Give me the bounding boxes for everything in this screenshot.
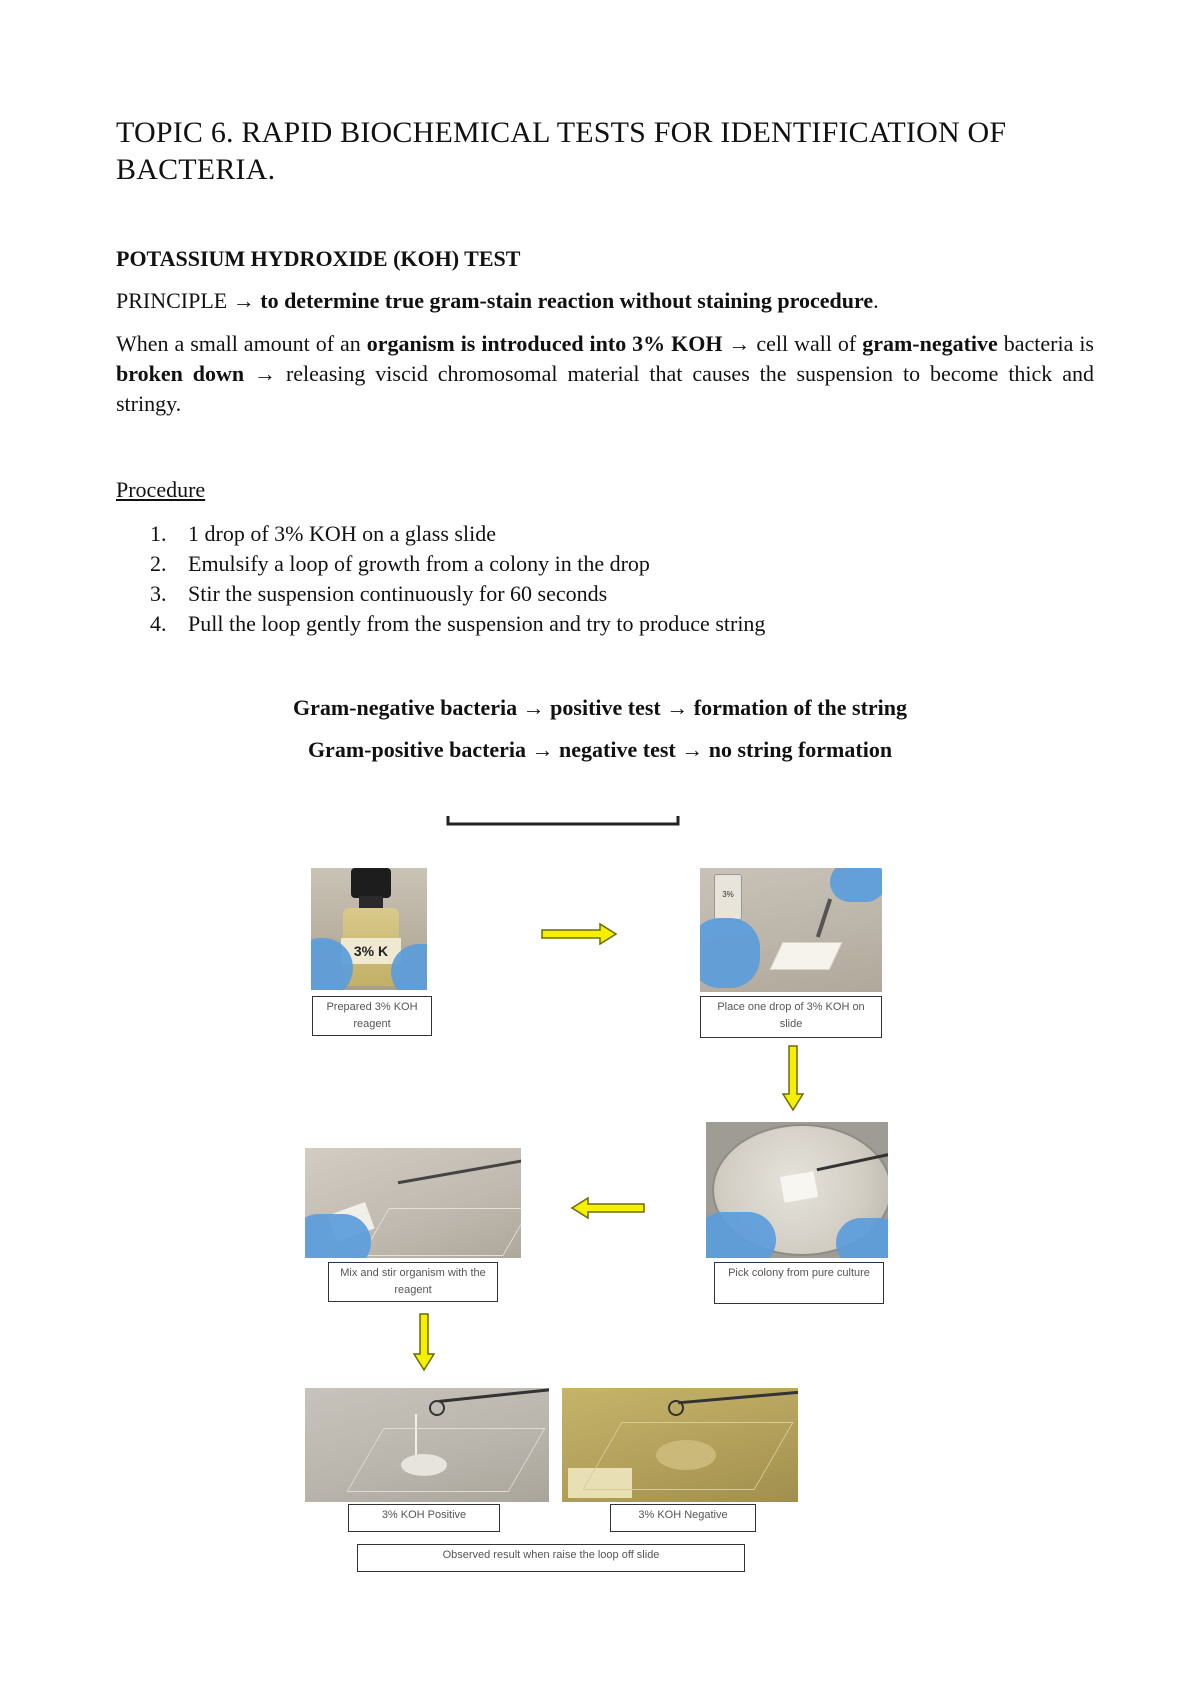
arrow-right-icon bbox=[540, 922, 620, 946]
arrow-left-icon bbox=[568, 1196, 648, 1220]
step-number: 3. bbox=[150, 581, 167, 606]
glove-icon bbox=[305, 1214, 371, 1258]
caption-negative: 3% KOH Negative bbox=[610, 1504, 756, 1532]
bracket-line bbox=[446, 814, 682, 828]
principle-period: . bbox=[873, 288, 879, 313]
photo-koh-positive bbox=[305, 1388, 549, 1502]
bottle-label: 3% K bbox=[341, 938, 401, 964]
inoculating-loop-icon bbox=[678, 1391, 798, 1405]
slide-icon bbox=[769, 942, 842, 970]
desc-text-3: bacteria is bbox=[997, 331, 1094, 356]
principle-text: to determine true gram-stain reaction without staining procedure bbox=[260, 288, 874, 313]
caption-observed: Observed result when raise the loop off slide bbox=[357, 1544, 745, 1572]
procedure-step bbox=[150, 519, 765, 549]
principle-label: PRINCIPLE bbox=[116, 288, 228, 313]
bottle-cap-icon bbox=[351, 868, 391, 898]
description-paragraph bbox=[116, 329, 1094, 419]
caption-pick-colony: Pick colony from pure culture bbox=[714, 1262, 884, 1304]
glove-icon bbox=[706, 1212, 776, 1258]
step-text: Emulsify a loop of growth from a colony in the drop bbox=[188, 551, 650, 576]
procedure-figure bbox=[0, 800, 1200, 1590]
desc-text-2: → cell wall of bbox=[722, 331, 863, 356]
glove-icon bbox=[700, 918, 760, 988]
arrow-down-icon bbox=[781, 1044, 805, 1114]
result-gram-positive: Gram-positive bacteria → negative test → no string formation bbox=[307, 737, 893, 762]
step-text: Pull the loop gently from the suspension and try to produce string bbox=[188, 611, 766, 636]
slide-icon bbox=[347, 1428, 546, 1492]
step-text: Stir the suspension continuously for 60 seconds bbox=[188, 581, 608, 606]
result-gram-negative: Gram-negative bacteria → positive test → formation of the string bbox=[292, 695, 908, 720]
slide-icon bbox=[361, 1208, 521, 1256]
procedure-step bbox=[150, 609, 765, 639]
procedure-heading: Procedure bbox=[116, 477, 206, 502]
step-text: 1 drop of 3% KOH on a glass slide bbox=[188, 521, 496, 546]
section-heading: POTASSIUM HYDROXIDE (KOH) TEST bbox=[116, 246, 521, 271]
photo-pick-colony bbox=[706, 1122, 888, 1258]
caption-mix: Mix and stir organism with the reagent bbox=[328, 1262, 498, 1302]
step-number: 2. bbox=[150, 551, 167, 576]
desc-text-1: When a small amount of an bbox=[116, 331, 367, 356]
photo-koh-negative bbox=[562, 1388, 798, 1502]
arrow-down-icon bbox=[412, 1312, 436, 1374]
desc-text-4: → releasing viscid chromosomal material that causes the suspension to become thick and stringy. bbox=[116, 361, 1094, 416]
principle-line bbox=[116, 286, 1094, 316]
photo-mix-stir bbox=[305, 1148, 521, 1258]
dropper-icon bbox=[816, 898, 832, 937]
slide-icon bbox=[582, 1422, 793, 1490]
glove-icon bbox=[830, 868, 882, 902]
photo-place-drop bbox=[700, 868, 882, 992]
glove-icon bbox=[836, 1218, 888, 1258]
step-number: 1. bbox=[150, 521, 167, 546]
caption-place-drop: Place one drop of 3% KOH on slide bbox=[700, 996, 882, 1038]
desc-bold-1: organism is introduced into 3% KOH bbox=[366, 331, 723, 356]
desc-bold-2: gram-negative bbox=[862, 331, 998, 356]
inoculating-loop-icon bbox=[439, 1388, 549, 1403]
photo-koh-reagent bbox=[311, 868, 427, 990]
procedure-step bbox=[150, 579, 765, 609]
inoculating-loop-icon bbox=[398, 1159, 521, 1185]
page-title: TOPIC 6. RAPID BIOCHEMICAL TESTS FOR IDENTIFICATION OF BACTERIA. bbox=[116, 116, 1007, 186]
procedure-step bbox=[150, 549, 765, 579]
procedure-list bbox=[150, 519, 765, 639]
step-number: 4. bbox=[150, 611, 167, 636]
caption-positive: 3% KOH Positive bbox=[348, 1504, 500, 1532]
caption-reagent: Prepared 3% KOH reagent bbox=[312, 996, 432, 1036]
small-bottle-icon: 3% bbox=[714, 874, 742, 920]
desc-bold-3: broken down bbox=[116, 361, 245, 386]
principle-arrow: → bbox=[232, 288, 255, 313]
